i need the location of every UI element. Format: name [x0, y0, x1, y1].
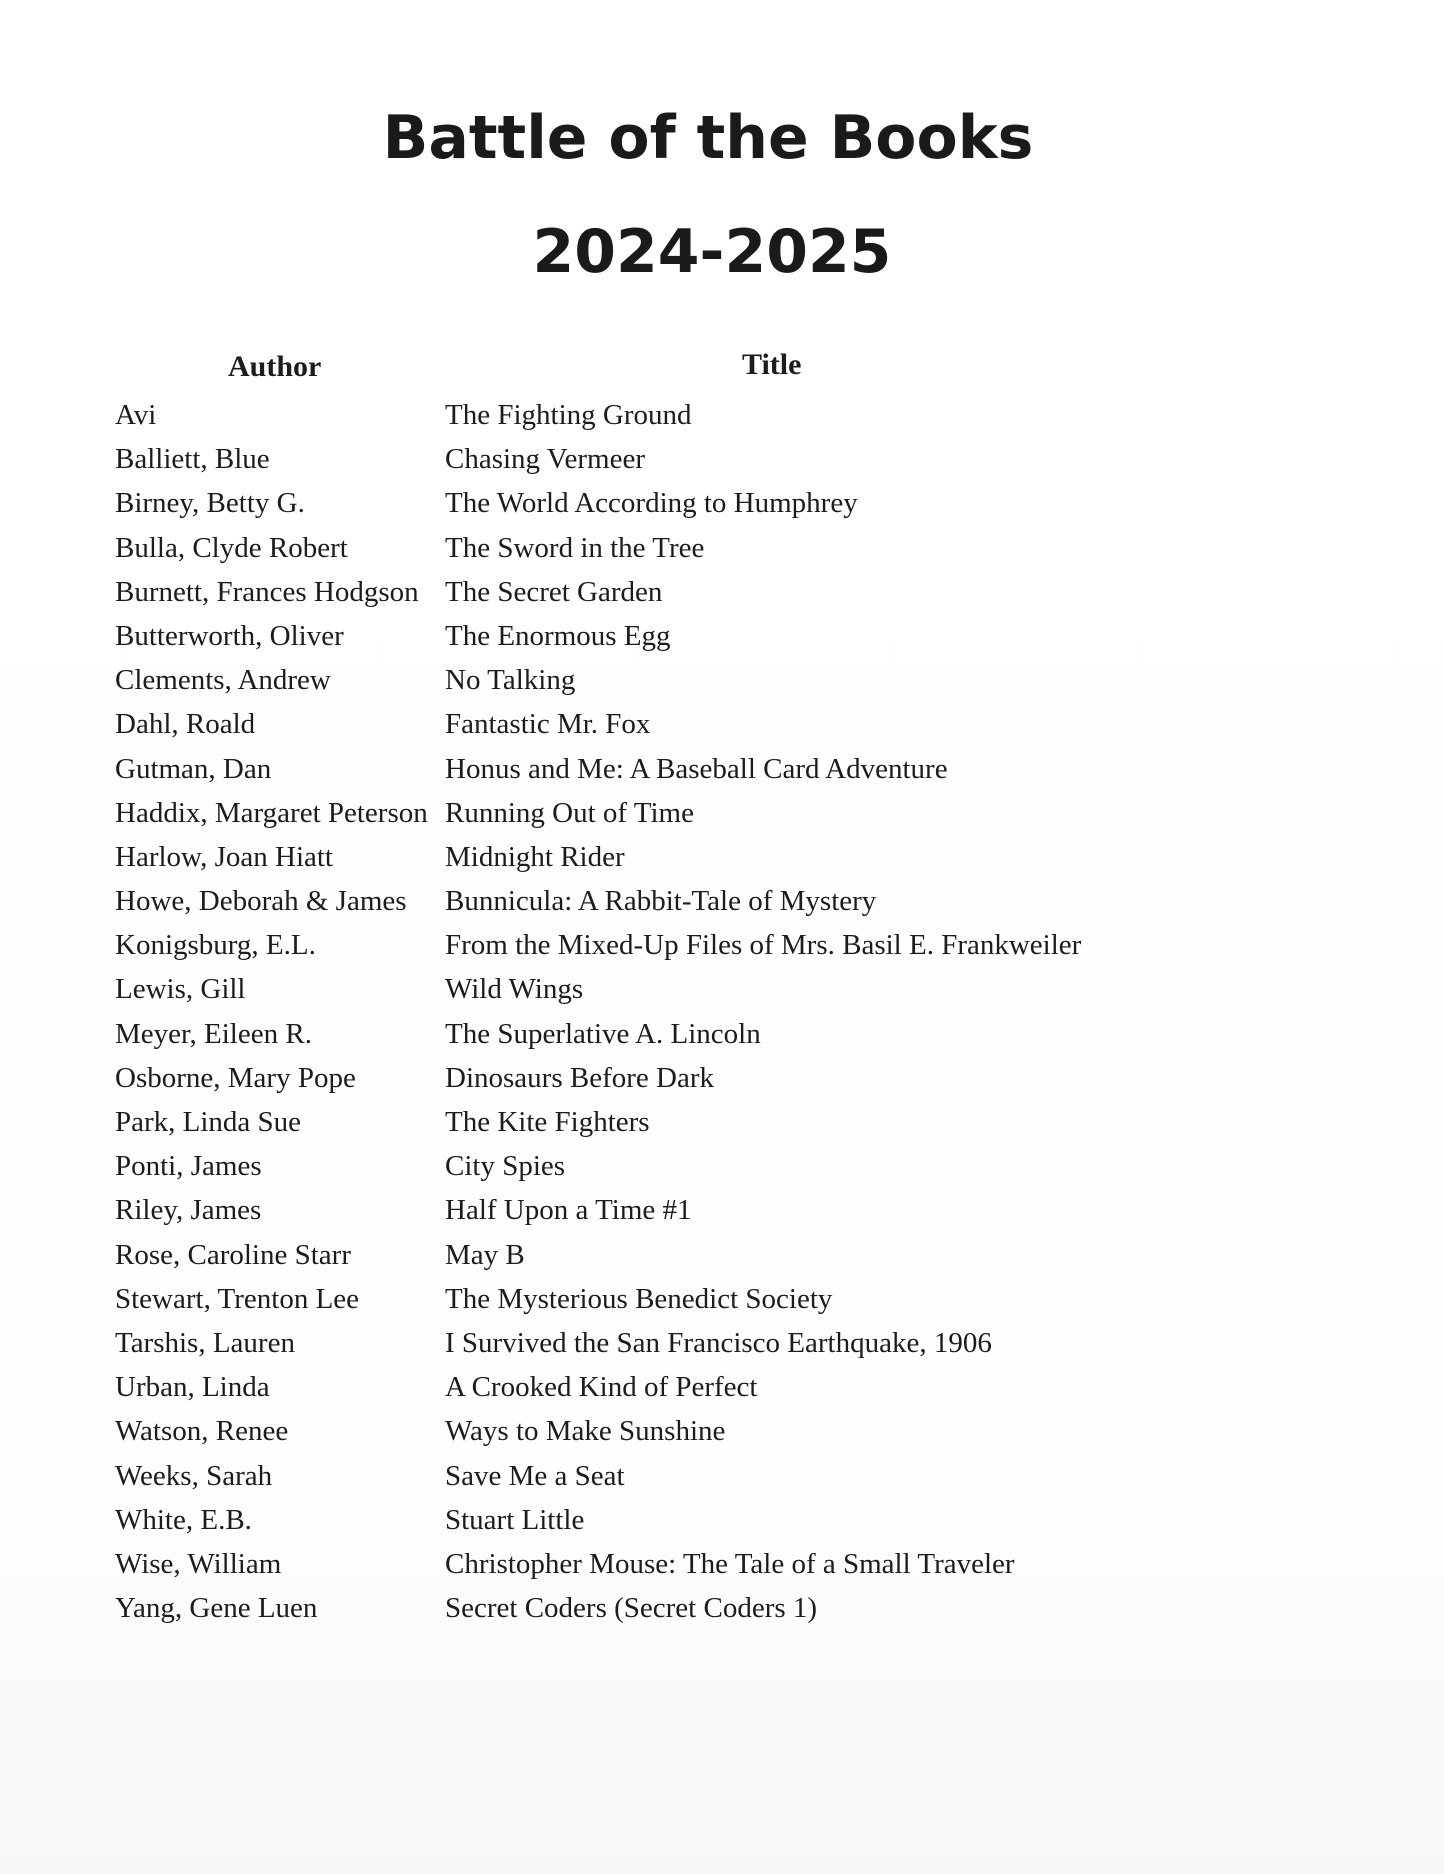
book-author: Balliett, Blue	[115, 443, 270, 476]
book-author: White, E.B.	[115, 1503, 252, 1536]
book-author: Watson, Renee	[115, 1415, 289, 1448]
book-author: Gutman, Dan	[115, 752, 272, 785]
book-title: City Spies	[445, 1150, 566, 1183]
document-subtitle: 2024-2025	[532, 217, 892, 287]
title-column-header: Title	[742, 348, 802, 381]
book-title: The Mysterious Benedict Society	[445, 1282, 833, 1315]
book-author: Bulla, Clyde Robert	[115, 531, 348, 564]
book-author: Riley, James	[115, 1194, 262, 1227]
book-author: Yang, Gene Luen	[115, 1592, 318, 1625]
book-author: Park, Linda Sue	[115, 1106, 302, 1138]
book-title: The Sword in the Tree	[445, 531, 705, 564]
book-author: Clements, Andrew	[115, 664, 331, 697]
book-author: Butterworth, Oliver	[115, 619, 344, 652]
book-author: Harlow, Joan Hiatt	[115, 840, 333, 873]
book-author: Dahl, Roald	[115, 708, 256, 741]
book-author: Haddix, Margaret Peterson	[115, 796, 428, 829]
book-title: Secret Coders (Secret Coders 1)	[445, 1592, 818, 1625]
book-title: Christopher Mouse: The Tale of a Small Traveler	[445, 1547, 1015, 1580]
book-title: Running Out of Time	[445, 796, 694, 829]
book-title: The World According to Humphrey	[445, 487, 858, 520]
document-title: Battle of the Books	[382, 103, 1034, 173]
book-author: Urban, Linda	[115, 1371, 270, 1404]
book-title: Fantastic Mr. Fox	[445, 708, 651, 741]
book-author: Wise, William	[115, 1547, 282, 1580]
book-title: Dinosaurs Before Dark	[445, 1061, 714, 1094]
book-author: Ponti, James	[115, 1150, 262, 1183]
book-author: Birney, Betty G.	[115, 487, 305, 520]
book-title: No Talking	[445, 664, 576, 697]
book-author: Howe, Deborah & James	[115, 885, 407, 918]
book-author: Burnett, Frances Hodgson	[115, 575, 419, 608]
book-title: The Kite Fighters	[445, 1106, 650, 1138]
book-author: Rose, Caroline Starr	[115, 1238, 351, 1271]
book-author: Meyer, Eileen R.	[115, 1017, 312, 1050]
book-title: Wild Wings	[445, 973, 584, 1006]
book-author: Avi	[115, 399, 157, 431]
book-author: Stewart, Trenton Lee	[115, 1282, 360, 1315]
book-author: Konigsburg, E.L.	[115, 929, 316, 962]
book-author: Tarshis, Lauren	[115, 1326, 295, 1359]
book-title: Half Upon a Time #1	[445, 1194, 692, 1227]
book-title: Save Me a Seat	[445, 1459, 625, 1492]
book-title: Bunnicula: A Rabbit-Tale of Mystery	[445, 885, 877, 918]
book-title: I Survived the San Francisco Earthquake, 1906	[445, 1326, 992, 1359]
book-title: May B	[445, 1238, 525, 1271]
book-title: From the Mixed-Up Files of Mrs. Basil E. Frankweiler	[445, 929, 1082, 962]
book-author: Osborne, Mary Pope	[115, 1061, 356, 1094]
book-title: A Crooked Kind of Perfect	[445, 1371, 758, 1404]
book-title: The Superlative A. Lincoln	[445, 1017, 761, 1050]
book-title: The Secret Garden	[445, 575, 663, 608]
book-title: Stuart Little	[445, 1503, 585, 1536]
book-title: Midnight Rider	[445, 840, 625, 873]
book-author: Lewis, Gill	[115, 973, 246, 1006]
book-title: Chasing Vermeer	[445, 443, 645, 476]
author-column-header: Author	[228, 350, 322, 383]
book-title: Ways to Make Sunshine	[445, 1415, 726, 1448]
book-title: Honus and Me: A Baseball Card Adventure	[445, 752, 948, 785]
book-title: The Enormous Egg	[445, 619, 671, 652]
book-author: Weeks, Sarah	[115, 1459, 273, 1492]
book-title: The Fighting Ground	[445, 399, 692, 431]
